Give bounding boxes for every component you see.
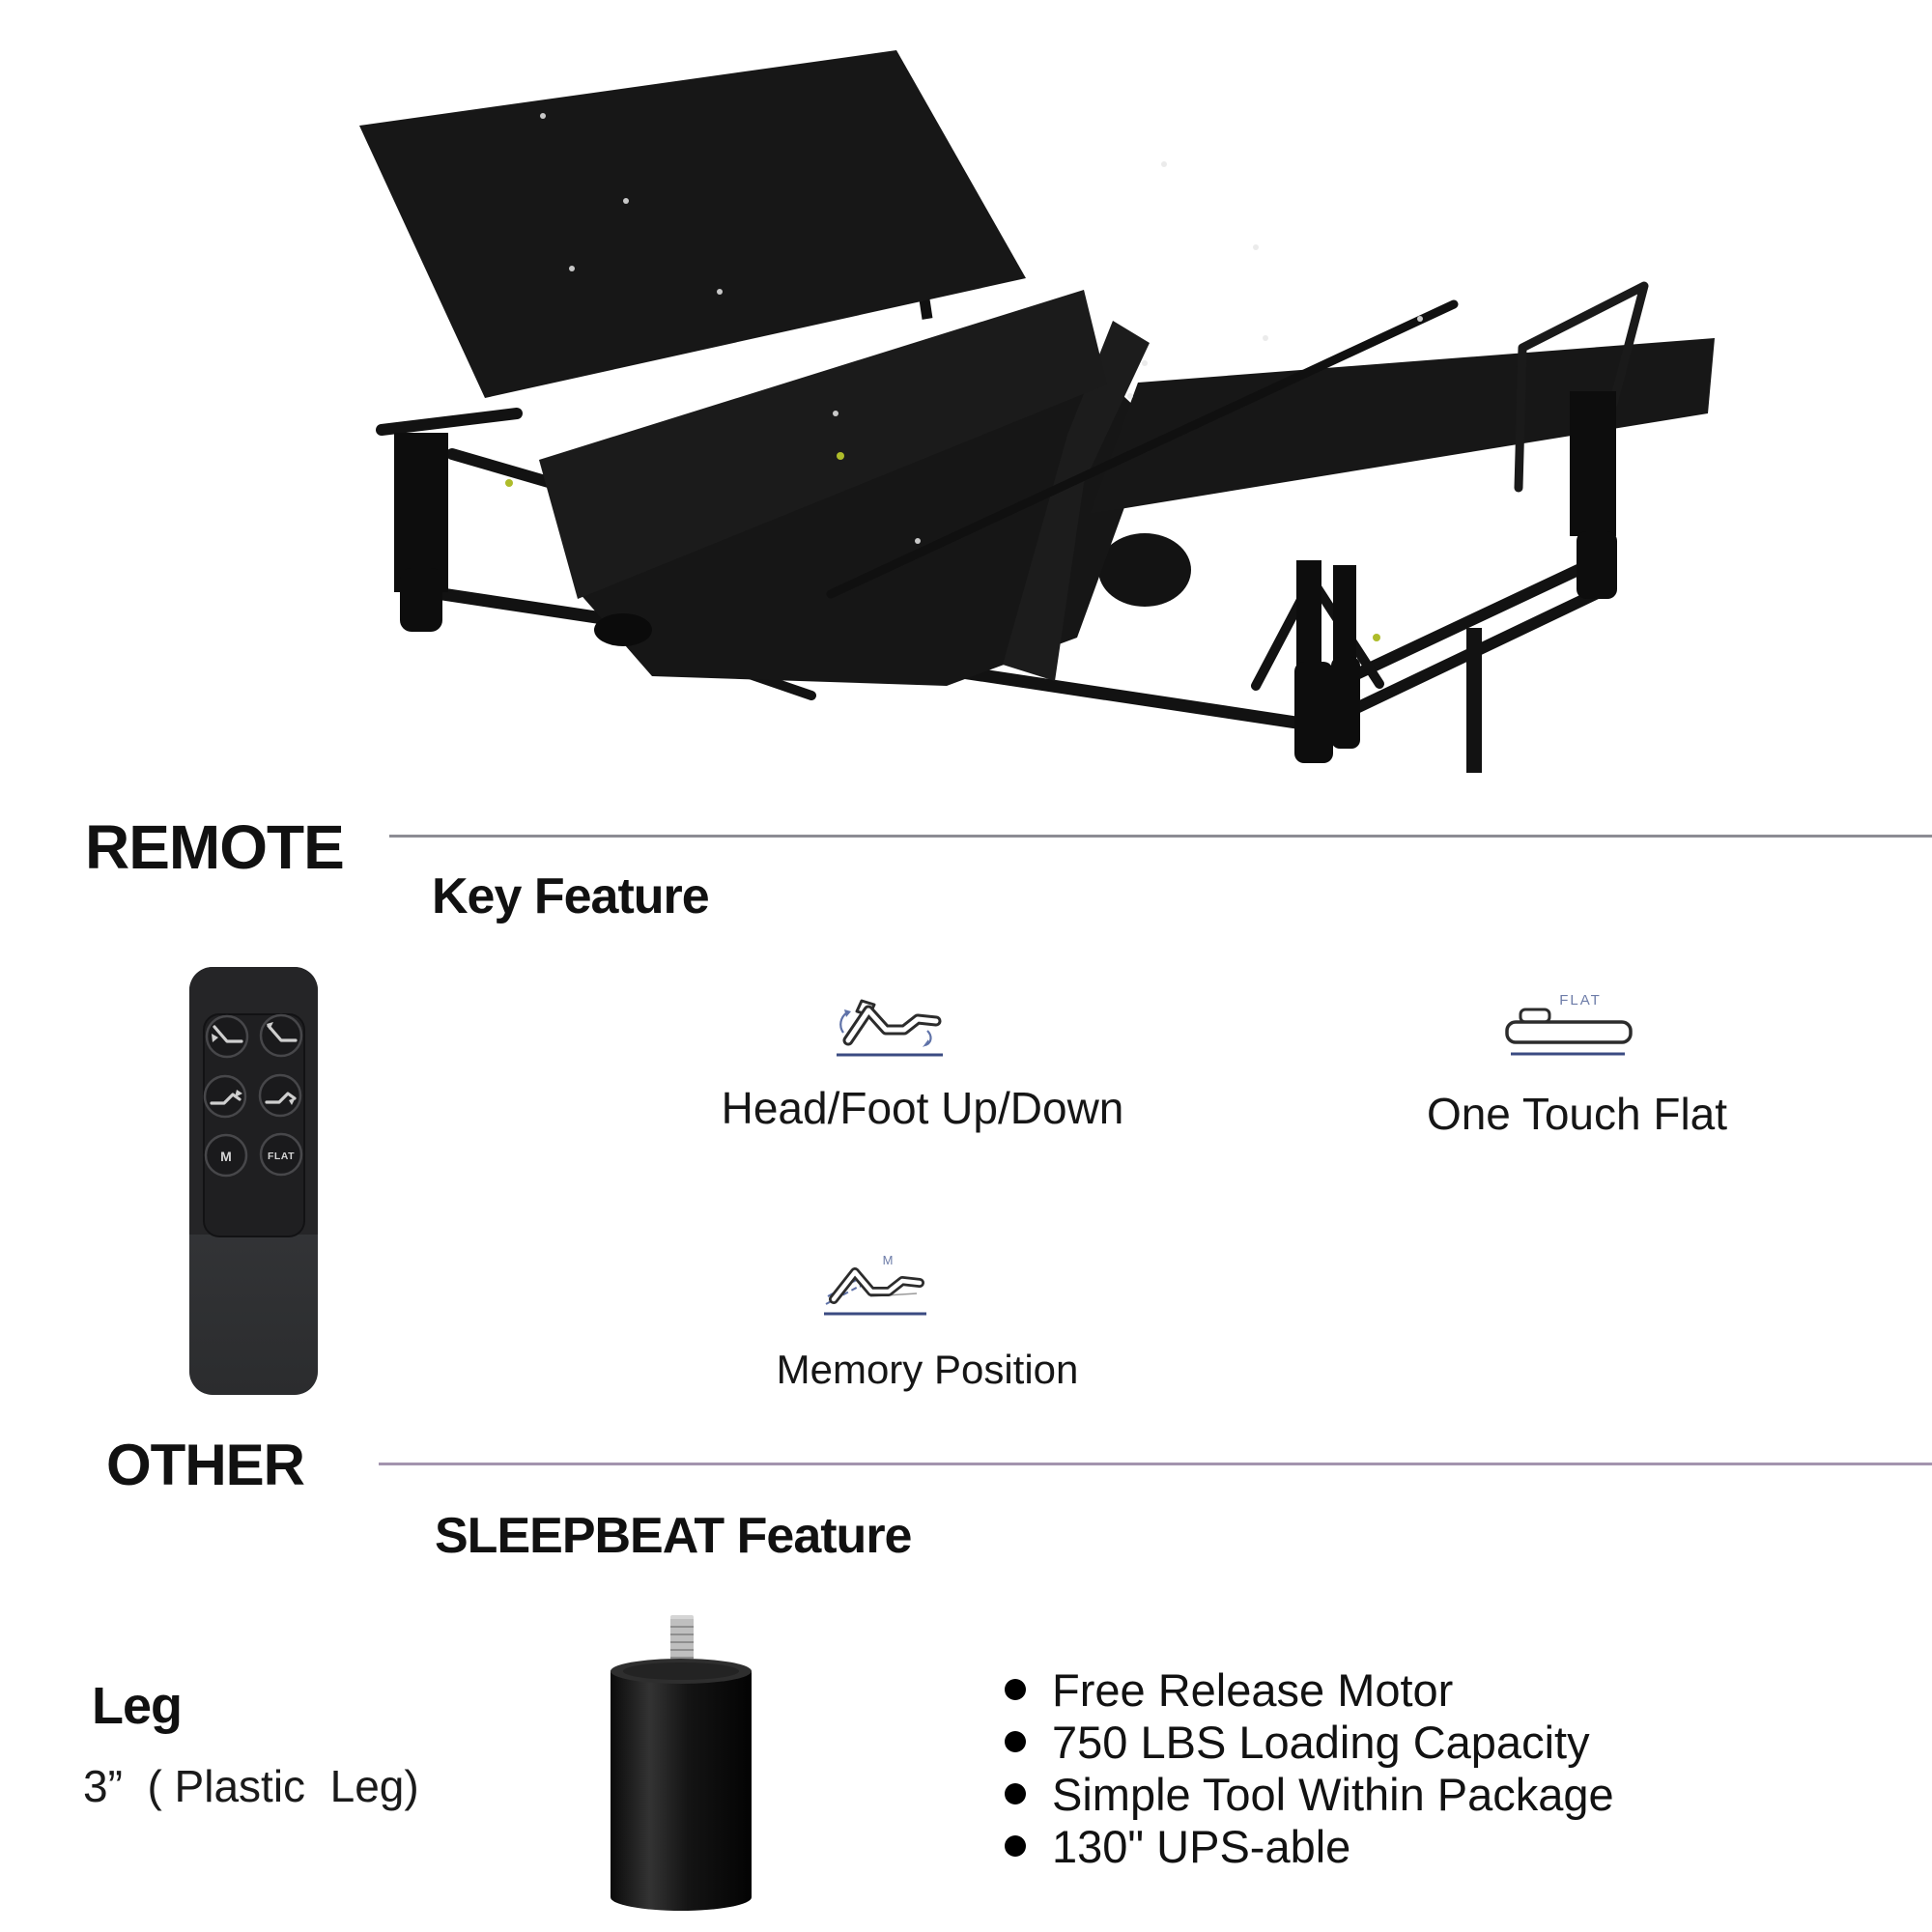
list-item [1005, 1716, 1614, 1768]
feature-text: Simple Tool Within Package [1052, 1768, 1614, 1820]
remote-control-image [188, 966, 319, 1396]
feature-text: 130" UPS-able [1052, 1820, 1351, 1872]
center-leg [1294, 662, 1333, 763]
foot-post [1570, 391, 1616, 536]
memory-position-icon [816, 1248, 947, 1330]
flat-icon-label: FLAT [1559, 992, 1602, 1009]
key-feature-title: Key Feature [432, 868, 709, 924]
head-foot-updown-label: Head/Foot Up/Down [721, 1083, 1124, 1133]
plastic-leg-image [594, 1605, 768, 1924]
remote-m-label: M [220, 1149, 232, 1164]
remote-divider [389, 835, 1932, 838]
remote-head-down-button [261, 1015, 301, 1056]
one-touch-flat-label: One Touch Flat [1426, 1089, 1728, 1139]
sleepbeat-feature-title: SLEEPBEAT Feature [435, 1508, 912, 1564]
one-touch-flat-icon [1495, 985, 1640, 1067]
adjustable-bed-image [270, 19, 1748, 773]
head-foot-updown-icon [829, 985, 954, 1067]
hinge [594, 613, 652, 646]
sleepbeat-feature-list [1005, 1663, 1614, 1872]
bullet-icon [1005, 1731, 1026, 1752]
feature-text: 750 LBS Loading Capacity [1052, 1716, 1590, 1768]
remote-foot-up-button [205, 1076, 245, 1117]
remote-section-title: REMOTE [85, 812, 344, 882]
retainer-rod [1466, 628, 1482, 773]
bullet-icon [1005, 1679, 1026, 1700]
remote-foot-down-button [260, 1075, 300, 1116]
feature-text: Free Release Motor [1052, 1663, 1454, 1716]
bullet-icon [1005, 1835, 1026, 1857]
remote-flat-label: FLAT [267, 1151, 296, 1162]
motor [1098, 533, 1191, 607]
other-divider [379, 1463, 1932, 1465]
bullet-icon [1005, 1783, 1026, 1804]
leg-title: Leg [92, 1677, 183, 1735]
list-item [1005, 1820, 1614, 1872]
memory-position-label: Memory Position [776, 1347, 1079, 1392]
leg-spec: 3” ( Plastic Leg) [83, 1761, 419, 1811]
list-item [1005, 1663, 1614, 1716]
other-section-title: OTHER [106, 1433, 304, 1497]
memory-icon-label: M [882, 1253, 894, 1267]
list-item [1005, 1768, 1614, 1820]
